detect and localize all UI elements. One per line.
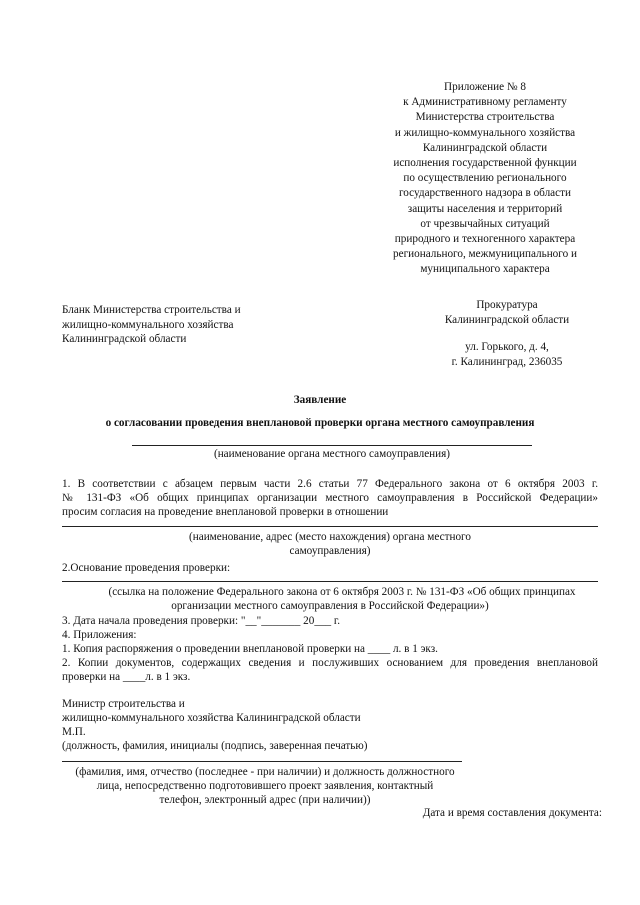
basis-field-line: [62, 581, 598, 582]
recipient-spacer: [432, 327, 582, 340]
appendix-line: к Административному регламенту: [403, 96, 567, 109]
appendix-line: Калининградской области: [422, 141, 548, 154]
recipient-address-line: г. Калининград, 236035: [451, 355, 563, 368]
appendix-line: и жилищно-коммунального хозяйства: [394, 126, 576, 139]
appendix-line: от чрезвычайных ситуаций: [420, 217, 550, 230]
recipient-block: [432, 298, 582, 369]
date-label: Дата и время составления документа:: [422, 807, 602, 819]
paragraph-2: 2.Основание проведения проверки:: [62, 562, 231, 574]
appendix-line: защиты населения и территорий: [407, 202, 563, 215]
signature-position: Министр строительства и: [62, 698, 185, 710]
recipient-address-line: ул. Горького, д. 4,: [465, 341, 549, 353]
preparer-hint: телефон, электронный адрес (при наличии)): [159, 794, 371, 806]
appendix-line: регионального, межмуниципального и: [393, 248, 577, 261]
paragraph-1-line: просим согласия на проведение внеплановой проверки в отношении: [62, 506, 389, 518]
name-address-hint: самоуправления): [289, 545, 371, 557]
signature-position: жилищно-коммунального хозяйства Калининградской области: [62, 712, 361, 724]
paragraph-3: 3. Дата начала проведения проверки: "__"_______ 20___ г.: [62, 615, 341, 627]
signature-hint: (должность, фамилия, инициалы (подпись, заверенная печатью): [62, 740, 368, 752]
sender-line: Бланк Министерства строительства и: [62, 304, 241, 316]
reference-hint: (ссылка на положение Федерального закона от 6 октября 2003 г. № 131-ФЗ «Об общих принципах: [108, 586, 576, 598]
recipient-name-line: Прокуратура: [476, 299, 538, 311]
preparer-hint: (фамилия, имя, отчество (последнее - при наличии) и должность должностного: [75, 766, 455, 778]
sender-line: Калининградской области: [62, 333, 187, 345]
appendix-line: Министерства строительства: [415, 111, 555, 124]
attachment-1: 1. Копия распоряжения о проведении внеплановой проверки на ____ л. в 1 экз.: [62, 643, 438, 655]
appendix-header: [360, 80, 610, 278]
appendix-line: исполнения государственной функции: [393, 157, 577, 170]
appendix-line: природного и техногенного характера: [394, 233, 576, 246]
appendix-line: муниципального характера: [420, 263, 550, 276]
reference-hint: организации местного самоуправления в Российской Федерации»): [171, 600, 489, 612]
attachment-2-line: 2. Копии документов, содержащих сведения и послуживших основанием для проведения внеплановой: [62, 657, 598, 669]
sender-block: [62, 303, 241, 347]
paragraph-4: 4. Приложения:: [62, 629, 137, 641]
local-authority-field-line: [132, 445, 532, 446]
appendix-line: по осуществлению регионального: [403, 172, 567, 185]
recipient-name-line: Калининградской области: [444, 313, 570, 326]
appendix-line: государственного надзора в области: [398, 187, 571, 200]
attachment-2-line: проверки на ____л. в 1 экз.: [62, 671, 191, 683]
name-address-hint: (наименование, адрес (место нахождения) органа местного: [189, 531, 471, 543]
stamp-place: М.П.: [62, 726, 86, 738]
appendix-line: Приложение № 8: [444, 81, 526, 93]
document-subtitle: о согласовании проведения внеплановой проверки органа местного самоуправления: [105, 417, 535, 429]
local-authority-hint: (наименование органа местного самоуправления): [213, 448, 451, 460]
document-title: Заявление: [293, 394, 347, 406]
sender-line: жилищно-коммунального хозяйства: [62, 318, 234, 331]
preparer-hint: лица, непосредственно подготовившего проект заявления, контактный: [96, 780, 434, 792]
name-address-field-line: [62, 526, 598, 527]
paragraph-1-line: № 131-ФЗ «Об общих принципах организации местного самоуправления в Российской Федерации»: [62, 492, 598, 504]
paragraph-1-line: 1. В соответствии с абзацем первым части 2.6 статьи 77 Федерального закона от 6 октября 2003 г.: [62, 478, 598, 490]
preparer-field-line: [62, 761, 462, 762]
